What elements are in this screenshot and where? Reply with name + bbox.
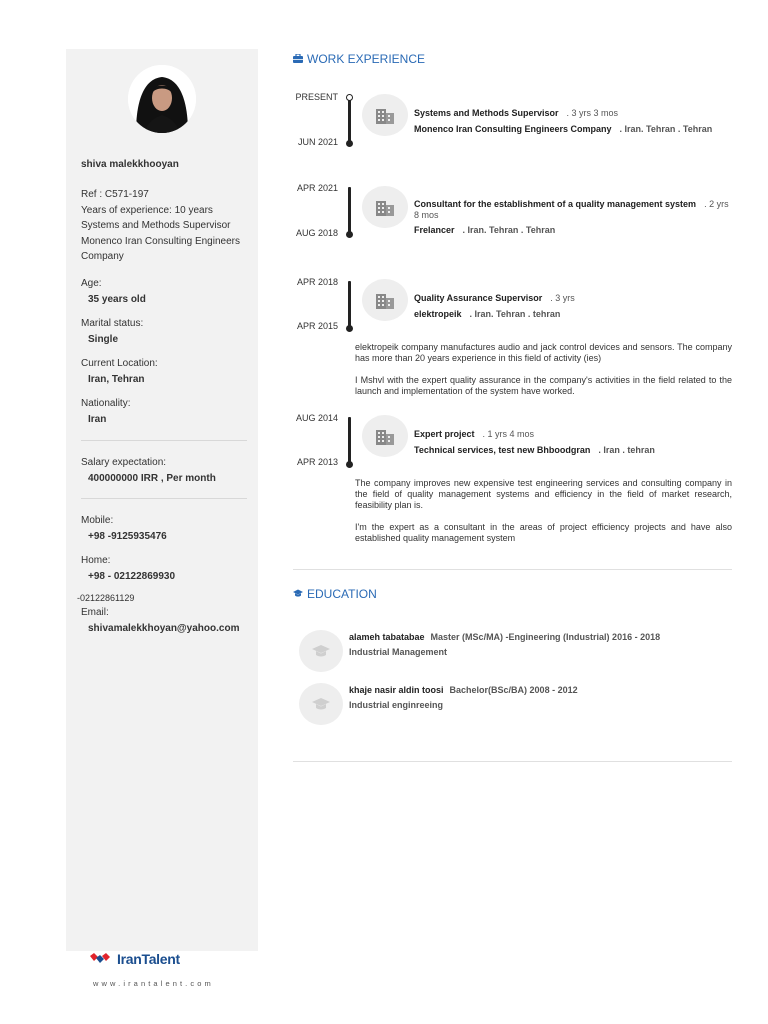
school-name: khaje nasir aldin toosi [349, 685, 444, 695]
timeline-bar [348, 281, 351, 329]
education-details [349, 632, 729, 657]
job-entry [293, 277, 733, 333]
job-entry [293, 92, 733, 148]
home-phone-field [81, 554, 175, 584]
briefcase-icon [293, 52, 303, 66]
job-title: Consultant for the establishment of a quality management system [414, 199, 697, 209]
building-icon [362, 279, 408, 321]
job-end-date: APR 2018 [296, 277, 338, 287]
work-experience-heading [293, 52, 425, 66]
field-of-study: Industrial enginreeing [349, 700, 444, 710]
job-description: I'm the expert as a consultant in the areas of project efficiency projects and have also established quality management system [355, 522, 732, 543]
logo-text: IranTalent [117, 951, 180, 967]
job-end-date: AUG 2014 [295, 413, 338, 423]
footer-url[interactable]: www.irantalent.com [93, 979, 214, 988]
education-entry [299, 683, 732, 727]
sidebar-divider [81, 498, 247, 499]
age-value: 35 years old [88, 294, 146, 305]
job-start-date: APR 2013 [296, 457, 338, 467]
job-end-date: APR 2021 [296, 183, 338, 193]
job-duration: . 3 yrs 3 mos [566, 108, 619, 118]
email-value[interactable]: shivamalekkhoyan@yahoo.com [88, 623, 240, 634]
marital-label: Marital status: [81, 318, 144, 329]
profile-photo [128, 65, 196, 133]
marital-field [81, 317, 143, 347]
job-duration: . 2 yrs 8 mos [414, 199, 729, 220]
job-company: Frelancer [414, 225, 455, 235]
location-value: Iran, Tehran [88, 374, 145, 385]
job-company: Technical services, test new Bhboodgran [414, 445, 591, 455]
mobile-value: +98 -9125935476 [88, 531, 167, 542]
profile-sidebar [66, 49, 258, 951]
degree: Master (MSc/MA) -Engineering (Industrial) 2016 - 2018 [430, 632, 661, 642]
salary-label: Salary expectation: [81, 457, 167, 468]
timeline-dot [346, 461, 353, 468]
mobile-label: Mobile: [81, 515, 114, 526]
marital-value: Single [88, 334, 119, 345]
building-icon [362, 94, 408, 136]
timeline-bar [348, 187, 351, 235]
work-experience-title: WORK EXPERIENCE [307, 52, 426, 66]
current-company: Monenco Iran Consulting Engineers Company [81, 235, 240, 262]
job-description: elektropeik company manufactures audio and jack control devices and sensors. The company has more than 20 years experience in this field of activity (ies) [355, 342, 732, 363]
mobile-field [81, 514, 167, 544]
job-entry [293, 183, 733, 239]
section-divider [293, 761, 732, 762]
salary-value: 400000000 IRR , Per month [88, 473, 216, 484]
job-description: The company improves new expensive test engineering services and consulting company in the field of quality management systems and efficiency in the field of market research, feasibility plan is. [355, 478, 732, 510]
ref-number: Ref : C571-197 [81, 189, 149, 200]
job-title: Quality Assurance Supervisor [414, 293, 543, 303]
job-duration: . 3 yrs [550, 293, 575, 303]
job-details [414, 293, 732, 319]
degree: Bachelor(BSc/BA) 2008 - 2012 [449, 685, 578, 695]
location-label: Current Location: [81, 358, 158, 369]
salary-field [81, 456, 216, 486]
sidebar-divider [81, 440, 247, 441]
home-phone-value: +98 - 02122869930 [88, 571, 176, 582]
job-details [414, 108, 732, 134]
location-field [81, 357, 158, 387]
building-icon [362, 415, 408, 457]
job-title: Systems and Methods Supervisor [414, 108, 559, 118]
job-duration: . 1 yrs 4 mos [482, 429, 535, 439]
job-details [414, 199, 732, 236]
job-start-date: APR 2015 [296, 321, 338, 331]
job-end-date: PRESENT [295, 92, 338, 102]
graduation-cap-icon [299, 630, 343, 672]
job-company: Monenco Iran Consulting Engineers Company [414, 124, 612, 134]
timeline-dot [346, 231, 353, 238]
job-location: . Iran. Tehran . Tehran [462, 225, 556, 235]
age-field [81, 277, 146, 307]
extra-phone: -02122861129 [77, 593, 135, 603]
building-icon [362, 186, 408, 228]
timeline-bar [348, 100, 351, 144]
candidate-name: shiva malekkhooyan [81, 159, 179, 170]
email-label: Email: [81, 607, 109, 618]
field-of-study: Industrial Management [349, 647, 448, 657]
timeline-dot [346, 140, 353, 147]
years-experience: Years of experience: 10 years [81, 204, 213, 216]
home-phone-label: Home: [81, 555, 111, 566]
job-start-date: AUG 2018 [295, 228, 338, 238]
job-entry [293, 413, 733, 469]
age-label: Age: [81, 278, 102, 289]
timeline-bar [348, 417, 351, 465]
graduation-cap-icon [299, 683, 343, 725]
nationality-label: Nationality: [81, 398, 131, 409]
section-divider [293, 569, 732, 570]
school-name: alameh tabatabae [349, 632, 425, 642]
nationality-field [81, 397, 130, 427]
current-position: Systems and Methods Supervisor [81, 220, 231, 231]
graduation-cap-icon [293, 587, 303, 601]
job-location: . Iran . tehran [598, 445, 655, 455]
email-field [81, 606, 239, 636]
job-location: . Iran. Tehran . Tehran [619, 124, 713, 134]
education-details [349, 685, 729, 710]
job-company: elektropeik [414, 309, 462, 319]
timeline-dot [346, 325, 353, 332]
job-details [414, 429, 732, 455]
summary-block [81, 187, 253, 265]
job-start-date: JUN 2021 [297, 137, 338, 147]
job-title: Expert project [414, 429, 475, 439]
education-entry [299, 630, 732, 674]
education-heading [293, 587, 377, 601]
irantalent-logo[interactable] [89, 951, 180, 967]
job-description: I Mshvl with the expert quality assurance in the company's activities in the field related to the launch and implementation of the system have worked. [355, 375, 732, 396]
logo-mark-icon [89, 952, 113, 966]
education-title: EDUCATION [307, 587, 377, 601]
nationality-value: Iran [88, 414, 107, 425]
job-location: . Iran. Tehran . tehran [469, 309, 561, 319]
